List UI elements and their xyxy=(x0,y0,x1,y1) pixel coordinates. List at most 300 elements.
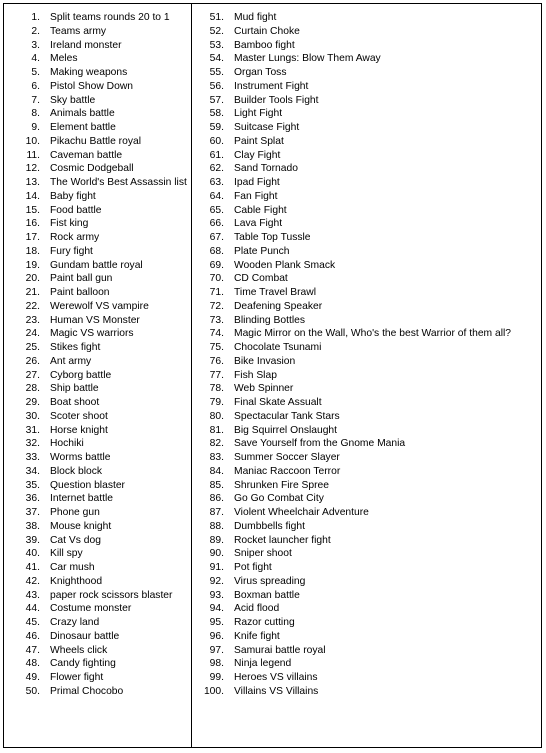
list-item-number-wrap xyxy=(4,575,40,589)
list-item-text: Dinosaur battle xyxy=(50,630,120,642)
list-item-number-wrap xyxy=(4,190,40,204)
list-item xyxy=(192,657,541,671)
list-item-number: 77. xyxy=(209,369,224,381)
list-item-text: Baby fight xyxy=(50,190,96,202)
list-item-number: 45. xyxy=(25,617,40,628)
list-item xyxy=(192,11,541,25)
list-item-text: Instrument Fight xyxy=(234,80,309,92)
list-item-text: Paint ball gun xyxy=(50,273,113,285)
list-item-number: 73. xyxy=(209,314,224,326)
list-item-number: 10. xyxy=(25,135,40,147)
list-item-number: 30. xyxy=(25,410,40,422)
list-item-number-wrap xyxy=(192,644,224,658)
list-item-number: 55. xyxy=(209,67,224,78)
list-item-number-wrap xyxy=(192,657,224,671)
list-item-number-wrap xyxy=(192,520,224,534)
list-item xyxy=(4,410,191,424)
list-item-text: Heroes VS villains xyxy=(234,672,318,683)
list-item-number-wrap xyxy=(192,616,224,630)
list-item-text: Ireland monster xyxy=(50,39,122,51)
list-item-number: 47. xyxy=(25,644,40,656)
list-item-text: Ipad Fight xyxy=(234,177,280,188)
list-item-number: 80. xyxy=(209,410,224,422)
list-item xyxy=(4,520,191,534)
list-item-text: Sky battle xyxy=(50,94,96,106)
list-item-text: Fan Fight xyxy=(234,190,278,202)
list-item-number-wrap xyxy=(4,602,40,616)
list-item-text: Plate Punch xyxy=(234,245,290,257)
list-item xyxy=(4,479,191,493)
list-item-number-wrap xyxy=(192,176,224,190)
list-item-number: 68. xyxy=(209,245,224,257)
list-item-number: 26. xyxy=(25,355,40,367)
list-item-number: 65. xyxy=(209,204,224,216)
list-item-number: 60. xyxy=(209,135,224,147)
list-item xyxy=(192,314,541,328)
list-item-number-wrap xyxy=(192,107,224,121)
list-item-text: Wooden Plank Smack xyxy=(234,259,336,271)
list-item-text: Paint Splat xyxy=(234,135,284,147)
list-item xyxy=(4,217,191,231)
list-item xyxy=(192,272,541,286)
list-item-number: 76. xyxy=(209,355,224,367)
list-item-text: Costume monster xyxy=(50,603,132,615)
list-item-number: 25. xyxy=(25,342,40,353)
list-item xyxy=(4,644,191,658)
list-item-number: 62. xyxy=(209,163,224,175)
list-item xyxy=(192,52,541,66)
left-list xyxy=(4,11,191,699)
list-item xyxy=(4,39,191,53)
list-item xyxy=(192,616,541,630)
list-item-text: Shrunken Fire Spree xyxy=(234,479,330,491)
list-item-text: Knife fight xyxy=(234,630,280,642)
list-item-text: Rocket launcher fight xyxy=(234,534,331,546)
list-item xyxy=(4,162,191,176)
list-item-number-wrap xyxy=(4,94,40,108)
list-item-number-wrap xyxy=(4,657,40,671)
list-item-number-wrap xyxy=(192,94,224,108)
list-item-number: 36. xyxy=(25,493,40,505)
list-item-text: Element battle xyxy=(50,122,116,133)
list-item-text: Car mush xyxy=(50,562,95,573)
list-item-text: Cyborg battle xyxy=(50,369,112,381)
list-item-number: 71. xyxy=(209,287,224,298)
list-item xyxy=(192,217,541,231)
list-item-number: 2. xyxy=(31,25,40,37)
list-item-number-wrap xyxy=(192,685,224,699)
list-item-number: 67. xyxy=(209,232,224,243)
list-item xyxy=(4,52,191,66)
list-item-number: 40. xyxy=(25,548,40,560)
list-item-text: Cosmic Dodgeball xyxy=(50,163,134,175)
list-item-number-wrap xyxy=(192,534,224,548)
list-item xyxy=(4,149,191,163)
list-item-number: 4. xyxy=(31,53,40,65)
list-item xyxy=(192,547,541,561)
list-item xyxy=(192,25,541,39)
list-item-number: 28. xyxy=(25,383,40,395)
list-item-number: 16. xyxy=(25,218,40,230)
list-item-text: The World's Best Assassin list xyxy=(50,177,187,188)
list-item-number-wrap xyxy=(4,39,40,53)
list-item xyxy=(192,66,541,80)
list-item-number: 96. xyxy=(209,630,224,642)
list-item xyxy=(4,616,191,630)
list-item-number-wrap xyxy=(192,135,224,149)
list-item-number: 92. xyxy=(209,575,224,587)
list-item-number: 7. xyxy=(31,94,40,106)
list-item-number: 6. xyxy=(31,80,40,92)
list-item-number-wrap xyxy=(4,314,40,328)
list-item xyxy=(4,80,191,94)
list-item-number: 31. xyxy=(25,424,40,436)
list-item-text: Crazy land xyxy=(50,617,100,628)
list-item xyxy=(192,341,541,355)
list-item-text: Pikachu Battle royal xyxy=(50,135,142,147)
list-item-number: 97. xyxy=(209,644,224,656)
list-item xyxy=(192,121,541,135)
list-item-number: 75. xyxy=(209,342,224,353)
right-list xyxy=(192,11,541,699)
list-item-number-wrap xyxy=(192,382,224,396)
list-item-number: 81. xyxy=(209,424,224,436)
list-item-text: Big Squirrel Onslaught xyxy=(234,424,338,436)
list-item-number: 48. xyxy=(25,658,40,670)
list-item-number: 99. xyxy=(209,672,224,683)
list-item xyxy=(4,272,191,286)
list-item-text: Save Yourself from the Gnome Mania xyxy=(234,438,406,450)
list-item xyxy=(192,355,541,369)
list-item-number-wrap xyxy=(4,616,40,630)
list-item-text: Final Skate Assualt xyxy=(234,397,322,408)
list-item-number-wrap xyxy=(4,341,40,355)
list-item xyxy=(192,506,541,520)
list-item-number: 66. xyxy=(209,218,224,230)
list-item-text: Clay Fight xyxy=(234,149,281,161)
list-item-text: Master Lungs: Blow Them Away xyxy=(234,53,381,65)
list-item-number-wrap xyxy=(4,520,40,534)
list-item-text: Deafening Speaker xyxy=(234,300,323,312)
list-item-number-wrap xyxy=(192,25,224,39)
list-item-text: Knighthood xyxy=(50,575,103,587)
list-item-text: Food battle xyxy=(50,204,102,216)
list-item xyxy=(4,94,191,108)
list-item-number-wrap xyxy=(192,437,224,451)
list-item-number-wrap xyxy=(4,437,40,451)
list-item-number-wrap xyxy=(4,424,40,438)
list-item-text: Acid flood xyxy=(234,603,280,615)
list-item xyxy=(192,437,541,451)
list-item-text: Candy fighting xyxy=(50,658,116,670)
list-item-text: Spectacular Tank Stars xyxy=(234,410,340,422)
list-item-number-wrap xyxy=(4,492,40,506)
list-item xyxy=(192,259,541,273)
list-item-number: 49. xyxy=(25,672,40,683)
list-item-number: 8. xyxy=(31,108,40,120)
list-item-number-wrap xyxy=(4,80,40,94)
list-item-number-wrap xyxy=(192,589,224,603)
list-item-text: CD Combat xyxy=(234,273,288,285)
list-item-number-wrap xyxy=(192,355,224,369)
list-item xyxy=(4,259,191,273)
list-item xyxy=(192,149,541,163)
list-item-text: Sand Tornado xyxy=(234,163,298,175)
list-item-number: 43. xyxy=(25,589,40,601)
list-item-number-wrap xyxy=(192,424,224,438)
list-item-number-wrap xyxy=(4,644,40,658)
list-item xyxy=(192,492,541,506)
list-item-number: 19. xyxy=(25,259,40,271)
list-item-text: Go Go Combat City xyxy=(234,493,324,505)
list-item-number-wrap xyxy=(192,52,224,66)
list-item xyxy=(4,286,191,300)
list-item-text: Fish Slap xyxy=(234,369,277,381)
list-item-number: 98. xyxy=(209,658,224,670)
list-item-number-wrap xyxy=(4,479,40,493)
list-item-text: Animals battle xyxy=(50,108,115,120)
list-item xyxy=(192,94,541,108)
list-item-number: 88. xyxy=(209,520,224,532)
list-item-text: Ship battle xyxy=(50,383,99,395)
list-item xyxy=(4,534,191,548)
list-item xyxy=(4,506,191,520)
list-item-text: Boxman battle xyxy=(234,589,300,601)
list-item-number: 1. xyxy=(31,12,40,23)
list-item xyxy=(4,204,191,218)
list-item-text: Human VS Monster xyxy=(50,314,140,326)
list-item-text: Magic VS warriors xyxy=(50,328,134,340)
list-item-number-wrap xyxy=(4,506,40,520)
list-item-number: 58. xyxy=(209,108,224,120)
list-item xyxy=(192,176,541,190)
list-item xyxy=(192,410,541,424)
list-item xyxy=(4,231,191,245)
list-item-text: Ant army xyxy=(50,355,92,367)
list-item-number: 51. xyxy=(209,12,224,23)
list-item xyxy=(4,437,191,451)
list-item xyxy=(4,465,191,479)
list-item xyxy=(192,245,541,259)
list-item-number-wrap xyxy=(192,561,224,575)
list-item xyxy=(192,575,541,589)
list-item xyxy=(4,369,191,383)
list-item-number: 37. xyxy=(25,507,40,518)
list-item-number-wrap xyxy=(4,272,40,286)
list-item xyxy=(4,685,191,699)
list-item xyxy=(192,589,541,603)
list-item xyxy=(4,671,191,685)
list-item-text: Web Spinner xyxy=(234,383,294,395)
list-item xyxy=(192,231,541,245)
list-item xyxy=(4,176,191,190)
list-item-number-wrap xyxy=(192,506,224,520)
list-item-text: Primal Chocobo xyxy=(50,685,124,697)
list-item-number: 85. xyxy=(209,479,224,491)
list-item-number-wrap xyxy=(4,369,40,383)
list-item-number-wrap xyxy=(192,341,224,355)
list-item-number-wrap xyxy=(192,465,224,479)
list-item-number-wrap xyxy=(192,190,224,204)
list-item-number: 29. xyxy=(25,397,40,408)
list-item-text: Suitcase Fight xyxy=(234,122,300,133)
list-item-number: 86. xyxy=(209,493,224,505)
list-item xyxy=(192,520,541,534)
list-item-number: 78. xyxy=(209,383,224,395)
list-item-text: Bike Invasion xyxy=(234,355,296,367)
list-item-number: 11. xyxy=(26,149,40,161)
list-item-number-wrap xyxy=(4,11,40,25)
list-item xyxy=(4,602,191,616)
list-item-number-wrap xyxy=(192,492,224,506)
list-item-text: Block block xyxy=(50,465,103,477)
list-item-number-wrap xyxy=(4,534,40,548)
list-item-number-wrap xyxy=(192,121,224,135)
list-item-text: Making weapons xyxy=(50,67,128,78)
list-item-text: Flower fight xyxy=(50,672,104,683)
list-item-text: Wheels click xyxy=(50,644,108,656)
list-item-number: 14. xyxy=(25,190,40,202)
list-item-number-wrap xyxy=(192,410,224,424)
list-item xyxy=(192,561,541,575)
list-item-number: 22. xyxy=(25,300,40,312)
list-item xyxy=(192,107,541,121)
list-item-number-wrap xyxy=(192,369,224,383)
list-item-number: 54. xyxy=(209,53,224,65)
list-item-number-wrap xyxy=(4,410,40,424)
list-item-text: Dumbbells fight xyxy=(234,520,305,532)
list-item-number: 59. xyxy=(209,122,224,133)
list-item xyxy=(4,66,191,80)
list-item-number-wrap xyxy=(4,300,40,314)
list-item-number: 53. xyxy=(209,39,224,51)
list-item xyxy=(192,204,541,218)
list-item xyxy=(192,534,541,548)
list-item-number-wrap xyxy=(4,217,40,231)
list-item-number-wrap xyxy=(4,25,40,39)
list-item xyxy=(192,602,541,616)
list-item-text: Summer Soccer Slayer xyxy=(234,452,340,463)
list-item xyxy=(192,162,541,176)
list-item-number: 18. xyxy=(25,245,40,257)
list-item xyxy=(4,341,191,355)
list-item-number: 34. xyxy=(25,465,40,477)
list-item-text: Sniper shoot xyxy=(234,548,292,560)
list-item xyxy=(4,11,191,25)
right-column xyxy=(192,4,541,747)
list-item-number-wrap xyxy=(4,162,40,176)
list-item-number-wrap xyxy=(192,327,224,341)
list-item xyxy=(4,107,191,121)
list-item-text: Lava Fight xyxy=(234,218,283,230)
list-item-number: 69. xyxy=(209,259,224,271)
list-item-number: 27. xyxy=(25,369,40,381)
list-item-number: 100. xyxy=(203,685,224,697)
list-item-text: Werewolf VS vampire xyxy=(50,300,149,312)
list-item-number: 95. xyxy=(209,617,224,628)
list-item-number: 41. xyxy=(25,562,40,573)
list-item-number-wrap xyxy=(4,176,40,190)
list-item-number: 46. xyxy=(25,630,40,642)
list-item-number-wrap xyxy=(192,80,224,94)
list-item-number-wrap xyxy=(4,671,40,685)
list-item xyxy=(192,300,541,314)
list-item-number-wrap xyxy=(4,355,40,369)
list-item xyxy=(192,451,541,465)
list-item-text: Paint balloon xyxy=(50,287,110,298)
list-item xyxy=(4,190,191,204)
list-item-text: Virus spreading xyxy=(234,575,306,587)
list-item-text: Pot fight xyxy=(234,562,272,573)
list-item xyxy=(4,300,191,314)
list-item-number-wrap xyxy=(4,451,40,465)
list-item-number: 89. xyxy=(209,534,224,546)
list-item-text: Ninja legend xyxy=(234,658,292,670)
list-item-number: 64. xyxy=(209,190,224,202)
list-item-text: Worms battle xyxy=(50,452,111,463)
list-item xyxy=(192,424,541,438)
list-item-number: 57. xyxy=(209,94,224,106)
list-item xyxy=(4,492,191,506)
list-item-text: Boat shoot xyxy=(50,397,100,408)
list-item xyxy=(4,396,191,410)
list-item-number: 42. xyxy=(25,575,40,587)
list-item xyxy=(4,327,191,341)
list-item-text: Split teams rounds 20 to 1 xyxy=(50,12,170,23)
list-item xyxy=(192,465,541,479)
list-item-number: 20. xyxy=(25,273,40,285)
list-item-text: Kill spy xyxy=(50,548,83,560)
list-item-number-wrap xyxy=(4,685,40,699)
list-item-text: Light Fight xyxy=(234,108,283,120)
list-item xyxy=(192,630,541,644)
list-item xyxy=(4,355,191,369)
list-item-text: Cat Vs dog xyxy=(50,534,101,546)
list-item-number: 13. xyxy=(25,177,40,188)
list-item-number-wrap xyxy=(4,66,40,80)
list-item-number: 17. xyxy=(25,232,40,243)
list-item-text: Rock army xyxy=(50,232,100,243)
list-item-number: 79. xyxy=(209,397,224,408)
list-item-number: 94. xyxy=(209,603,224,615)
list-item-text: Horse knight xyxy=(50,424,108,436)
list-item-number-wrap xyxy=(192,231,224,245)
list-item-number-wrap xyxy=(4,589,40,603)
list-item-text: Fury fight xyxy=(50,245,93,257)
list-item-number-wrap xyxy=(192,39,224,53)
list-item-number: 52. xyxy=(209,25,224,37)
list-item xyxy=(192,327,541,341)
list-item-number: 63. xyxy=(209,177,224,188)
list-item xyxy=(192,382,541,396)
list-item-number-wrap xyxy=(4,396,40,410)
list-item-text: Maniac Raccoon Terror xyxy=(234,465,341,477)
list-item-number-wrap xyxy=(4,231,40,245)
list-item-text: Hochiki xyxy=(50,438,84,450)
list-item-number-wrap xyxy=(4,327,40,341)
list-item-text: Gundam battle royal xyxy=(50,259,143,271)
list-item-number-wrap xyxy=(4,465,40,479)
list-item-text: paper rock scissors blaster xyxy=(50,589,173,601)
list-item-number: 33. xyxy=(25,452,40,463)
list-item xyxy=(4,451,191,465)
list-item-number-wrap xyxy=(4,204,40,218)
list-item xyxy=(192,369,541,383)
list-item-text: Pistol Show Down xyxy=(50,80,133,92)
list-item-number: 83. xyxy=(209,452,224,463)
list-item-number: 3. xyxy=(31,39,40,51)
list-item-text: Chocolate Tsunami xyxy=(234,342,322,353)
